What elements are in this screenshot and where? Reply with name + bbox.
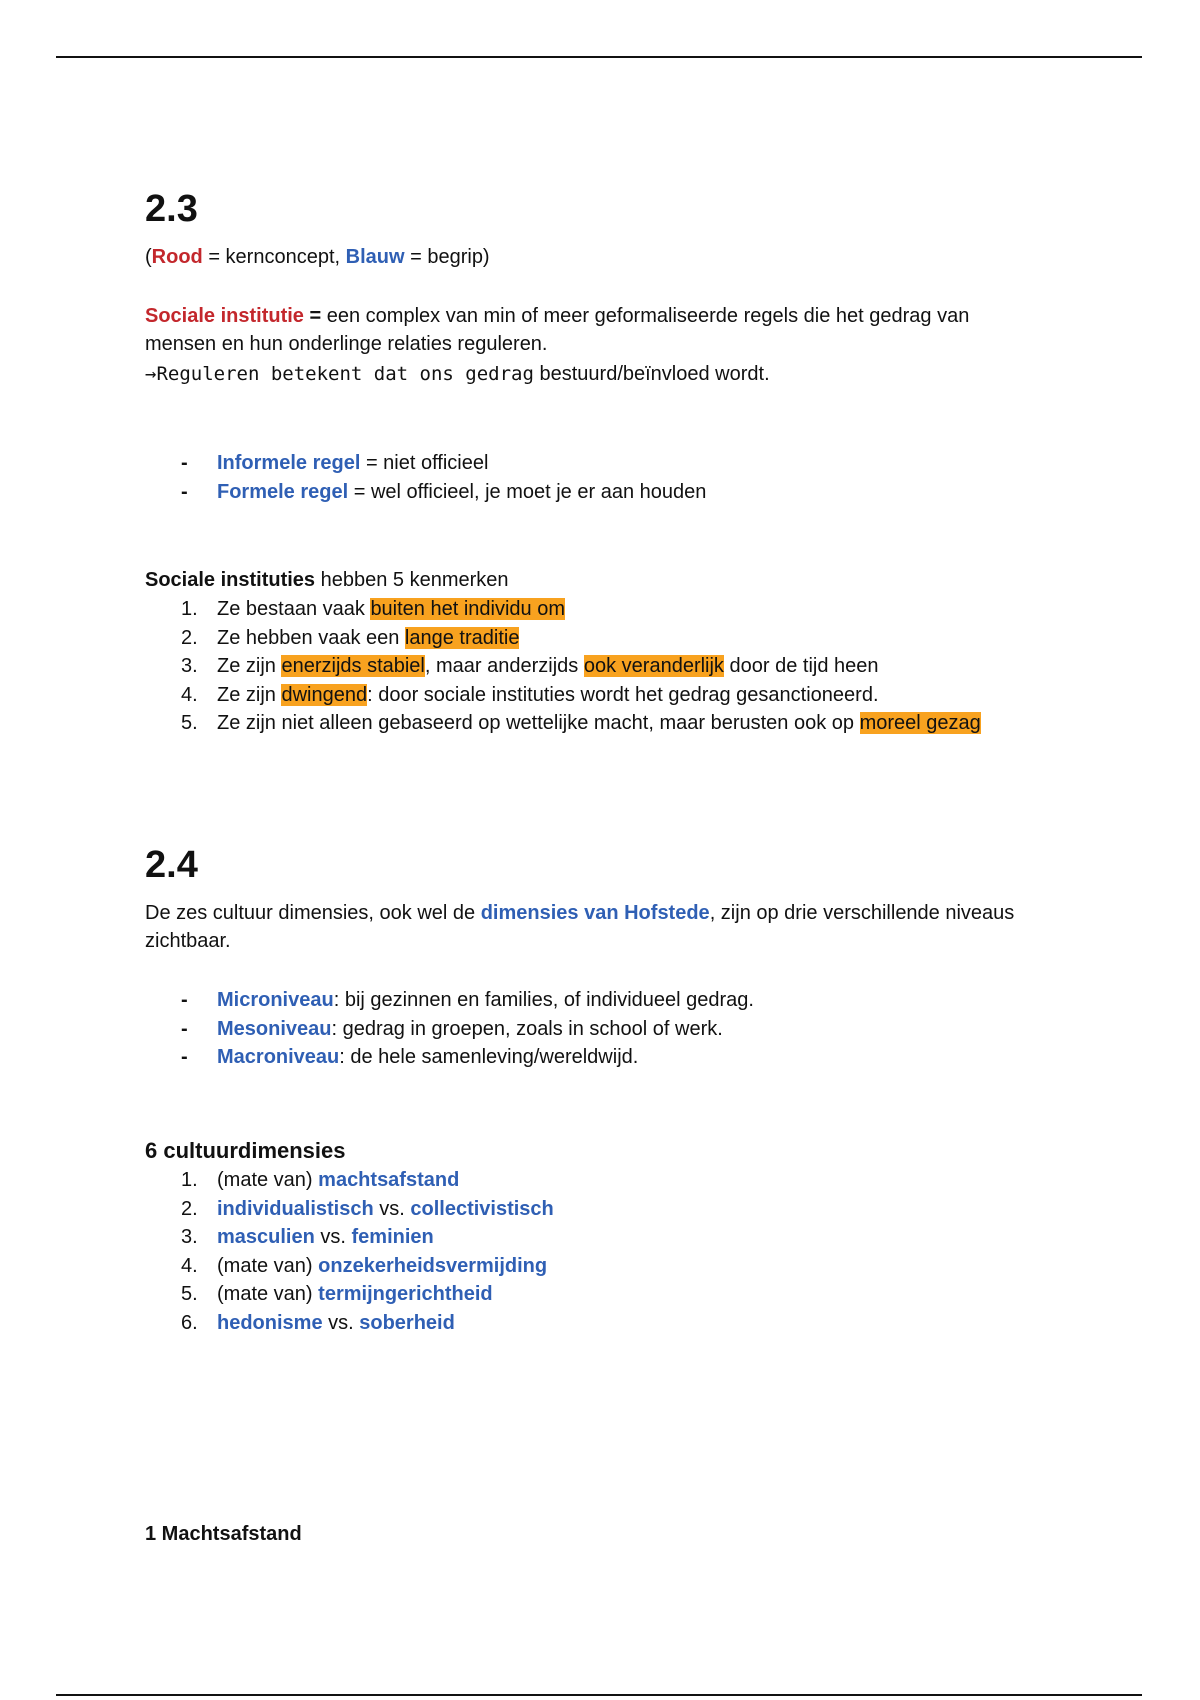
hofstede-intro-text: , zijn op drie verschillende niveaus zichtbaar. xyxy=(145,902,1015,952)
rules-list xyxy=(0,449,1145,506)
term-individualistisch: individualistisch xyxy=(217,1197,374,1220)
list-item-text: = wel officieel, je moet je er aan houden xyxy=(348,480,707,503)
term-mesoniveau: Mesoniveau xyxy=(217,1017,332,1040)
list-item xyxy=(145,1280,1045,1309)
hofstede-intro-text: De zes cultuur dimensies, ook wel de xyxy=(145,902,481,924)
machtsafstand-subheading: 1 Machtsafstand xyxy=(145,1523,302,1545)
list-item-text: door de tijd heen xyxy=(723,655,879,677)
list-marker: - xyxy=(181,989,188,1011)
arrow-note-rest: bestuurd/beïnvloed wordt. xyxy=(533,363,770,385)
term-soberheid: soberheid xyxy=(359,1311,455,1334)
term-feminien: feminien xyxy=(351,1226,434,1248)
list-item-text: : door sociale instituties wordt het gedrag gesanctioneerd. xyxy=(367,683,879,706)
list-item xyxy=(145,1166,1045,1195)
cultuurdimensies-heading: 6 cultuurdimensies xyxy=(145,1138,346,1163)
color-legend xyxy=(145,243,490,271)
term-informele-regel: Informele regel xyxy=(217,452,361,474)
list-item-text: : bij gezinnen en families, of individueel gedrag. xyxy=(333,989,754,1011)
list-item xyxy=(145,681,1045,710)
term-dimensies-van-hofstede: dimensies van Hofstede xyxy=(480,902,710,924)
highlight: moreel gezag xyxy=(859,712,981,734)
legend-blauw: Blauw xyxy=(345,246,405,268)
list-item-text: = niet officieel xyxy=(360,452,489,474)
list-marker: - xyxy=(181,452,188,474)
list-item-text: vs. xyxy=(322,1311,360,1334)
list-marker: - xyxy=(181,1017,188,1040)
definition-equals: = xyxy=(303,305,327,327)
list-number: 1. xyxy=(181,1169,198,1191)
section-heading-2-4: 2.4 xyxy=(145,844,198,886)
term-microniveau: Microniveau xyxy=(217,989,334,1011)
legend-close: = begrip) xyxy=(404,246,490,268)
list-number: 2. xyxy=(181,626,198,649)
highlight: dwingend xyxy=(281,683,368,706)
list-item-text: (mate van) xyxy=(217,1169,319,1191)
list-number: 1. xyxy=(181,598,198,620)
bottom-rule xyxy=(56,1694,1142,1696)
niveaus-list xyxy=(145,986,1045,1072)
list-item-text: Ze zijn xyxy=(217,655,282,677)
term-masculien: masculien xyxy=(217,1226,315,1248)
arrow-note xyxy=(145,360,770,388)
arrow-note-mono: →Reguleren betekent dat ons gedrag xyxy=(145,363,534,385)
list-number: 2. xyxy=(181,1197,198,1220)
term-macroniveau: Macroniveau xyxy=(217,1046,340,1068)
list-item xyxy=(145,595,1045,624)
list-item-text: : de hele samenleving/wereldwijd. xyxy=(339,1046,639,1068)
list-number: 6. xyxy=(181,1311,198,1334)
kenmerken-intro xyxy=(145,566,509,594)
highlight: buiten het individu om xyxy=(370,598,566,620)
definition-term: Sociale institutie xyxy=(145,305,304,327)
kenmerken-intro-bold: Sociale instituties xyxy=(145,569,316,591)
definition-paragraph xyxy=(145,302,1045,358)
list-number: 5. xyxy=(181,1283,198,1305)
list-item-text: (mate van) xyxy=(217,1254,319,1277)
list-item xyxy=(145,449,1145,478)
list-item xyxy=(145,478,1145,507)
list-item-text: vs. xyxy=(373,1197,411,1220)
list-item xyxy=(145,1252,1045,1281)
section-heading-2-3: 2.3 xyxy=(145,188,198,230)
list-item-text: Ze zijn xyxy=(217,683,282,706)
term-collectivistisch: collectivistisch xyxy=(410,1197,554,1220)
kenmerken-list xyxy=(145,595,1045,738)
list-number: 4. xyxy=(181,1254,198,1277)
definition-text: een complex van min of meer geformaliseerde regels die het gedrag van mensen en hun onderlinge relaties reguleren. xyxy=(145,305,970,355)
list-item-text: , maar anderzijds xyxy=(424,655,584,677)
list-item xyxy=(145,986,1045,1015)
term-hedonisme: hedonisme xyxy=(217,1311,323,1334)
list-item xyxy=(145,1043,1045,1072)
legend-open: ( xyxy=(145,246,152,268)
highlight: lange traditie xyxy=(404,626,520,649)
list-item-text: Ze hebben vaak een xyxy=(217,626,405,649)
list-marker: - xyxy=(181,480,188,503)
list-item-text: : gedrag in groepen, zoals in school of werk. xyxy=(331,1017,723,1040)
list-item xyxy=(145,1195,1045,1224)
term-onzekerheidsvermijding: onzekerheidsvermijding xyxy=(318,1254,548,1277)
list-item-text: vs. xyxy=(314,1226,352,1248)
list-number: 4. xyxy=(181,683,198,706)
kenmerken-intro-rest: hebben 5 kenmerken xyxy=(315,569,509,591)
list-number: 3. xyxy=(181,1226,198,1248)
highlight: enerzijds stabiel xyxy=(281,655,425,677)
term-formele-regel: Formele regel xyxy=(217,480,349,503)
list-item xyxy=(145,652,1045,681)
dimensies-list xyxy=(145,1166,1045,1337)
hofstede-intro xyxy=(145,899,1055,955)
top-rule xyxy=(56,56,1142,58)
list-item xyxy=(145,709,1007,738)
list-item-text: Ze bestaan vaak xyxy=(217,598,371,620)
list-number: 5. xyxy=(181,712,198,734)
list-item xyxy=(145,624,1045,653)
list-item-text: (mate van) xyxy=(217,1283,319,1305)
term-machtsafstand: machtsafstand xyxy=(318,1169,460,1191)
legend-rood: Rood xyxy=(151,246,203,268)
list-item xyxy=(145,1015,1045,1044)
highlight: ook veranderlijk xyxy=(583,655,724,677)
legend-mid: = kernconcept, xyxy=(202,246,346,268)
term-termijngerichtheid: termijngerichtheid xyxy=(318,1283,493,1305)
list-item xyxy=(145,1223,1045,1252)
list-marker: - xyxy=(181,1046,188,1068)
list-item-text: Ze zijn niet alleen gebaseerd op wettelijke macht, maar berusten ook op xyxy=(217,712,860,734)
list-number: 3. xyxy=(181,655,198,677)
list-item xyxy=(145,1309,1045,1338)
